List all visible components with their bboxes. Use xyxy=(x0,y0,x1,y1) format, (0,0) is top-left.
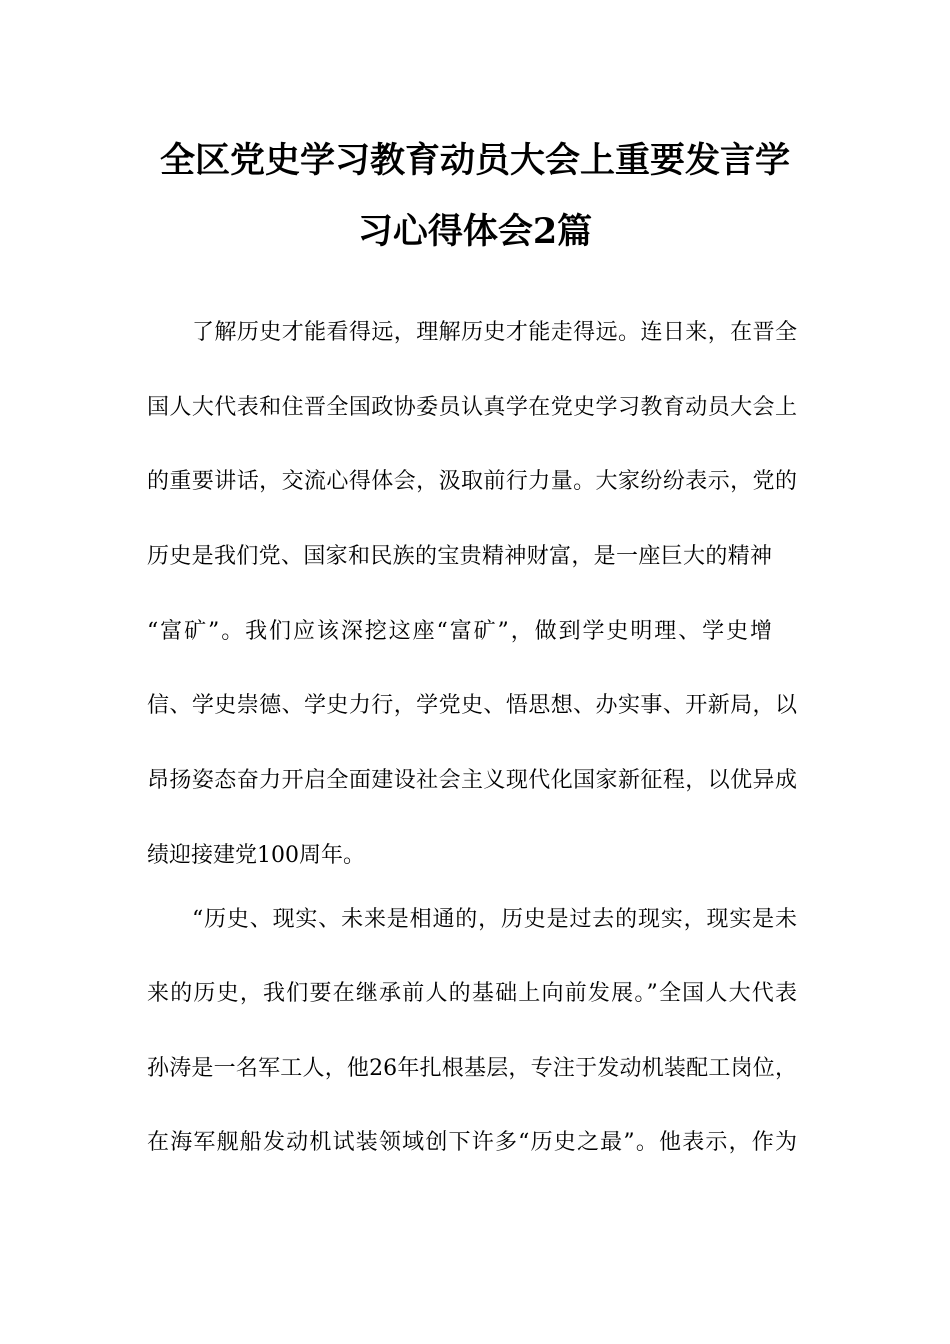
document-title-line-2: 习心得体会2篇 xyxy=(357,211,593,252)
document-title-line-1: 全区党史学习教育动员大会上重要发言学 xyxy=(159,140,790,181)
paragraph-line: 在海军舰船发动机试装领域创下许多“历史之最”。他表示，作为 xyxy=(147,1130,797,1155)
paragraph-line: “富矿”。我们应该深挖这座“富矿”，做到学史明理、学史增 xyxy=(147,619,772,644)
paragraph-line: 绩迎接建党100周年。 xyxy=(147,843,365,868)
paragraph-line: 信、学史崇德、学史力行，学党史、悟思想、办实事、开新局，以 xyxy=(147,693,797,718)
paragraph-line: 了解历史才能看得远，理解历史才能走得远。连日来，在晋全 xyxy=(192,320,797,345)
paragraph-line: 历史是我们党、国家和民族的宝贵精神财富，是一座巨大的精神 xyxy=(147,544,772,569)
paragraph-line: 来的历史，我们要在继承前人的基础上向前发展。”全国人大代表 xyxy=(147,981,797,1006)
paragraph-line: 孙涛是一名军工人，他26年扎根基层，专注于发动机装配工岗位， xyxy=(147,1056,797,1081)
paragraph-line: 的重要讲话，交流心得体会，汲取前行力量。大家纷纷表示，党的 xyxy=(147,469,797,494)
paragraph-line: 昂扬姿态奋力开启全面建设社会主义现代化国家新征程，以优异成 xyxy=(147,768,797,793)
paragraph-line: “历史、现实、未来是相通的，历史是过去的现实，现实是未 xyxy=(192,907,797,932)
paragraph-line: 国人大代表和住晋全国政协委员认真学在党史学习教育动员大会上 xyxy=(147,395,797,420)
